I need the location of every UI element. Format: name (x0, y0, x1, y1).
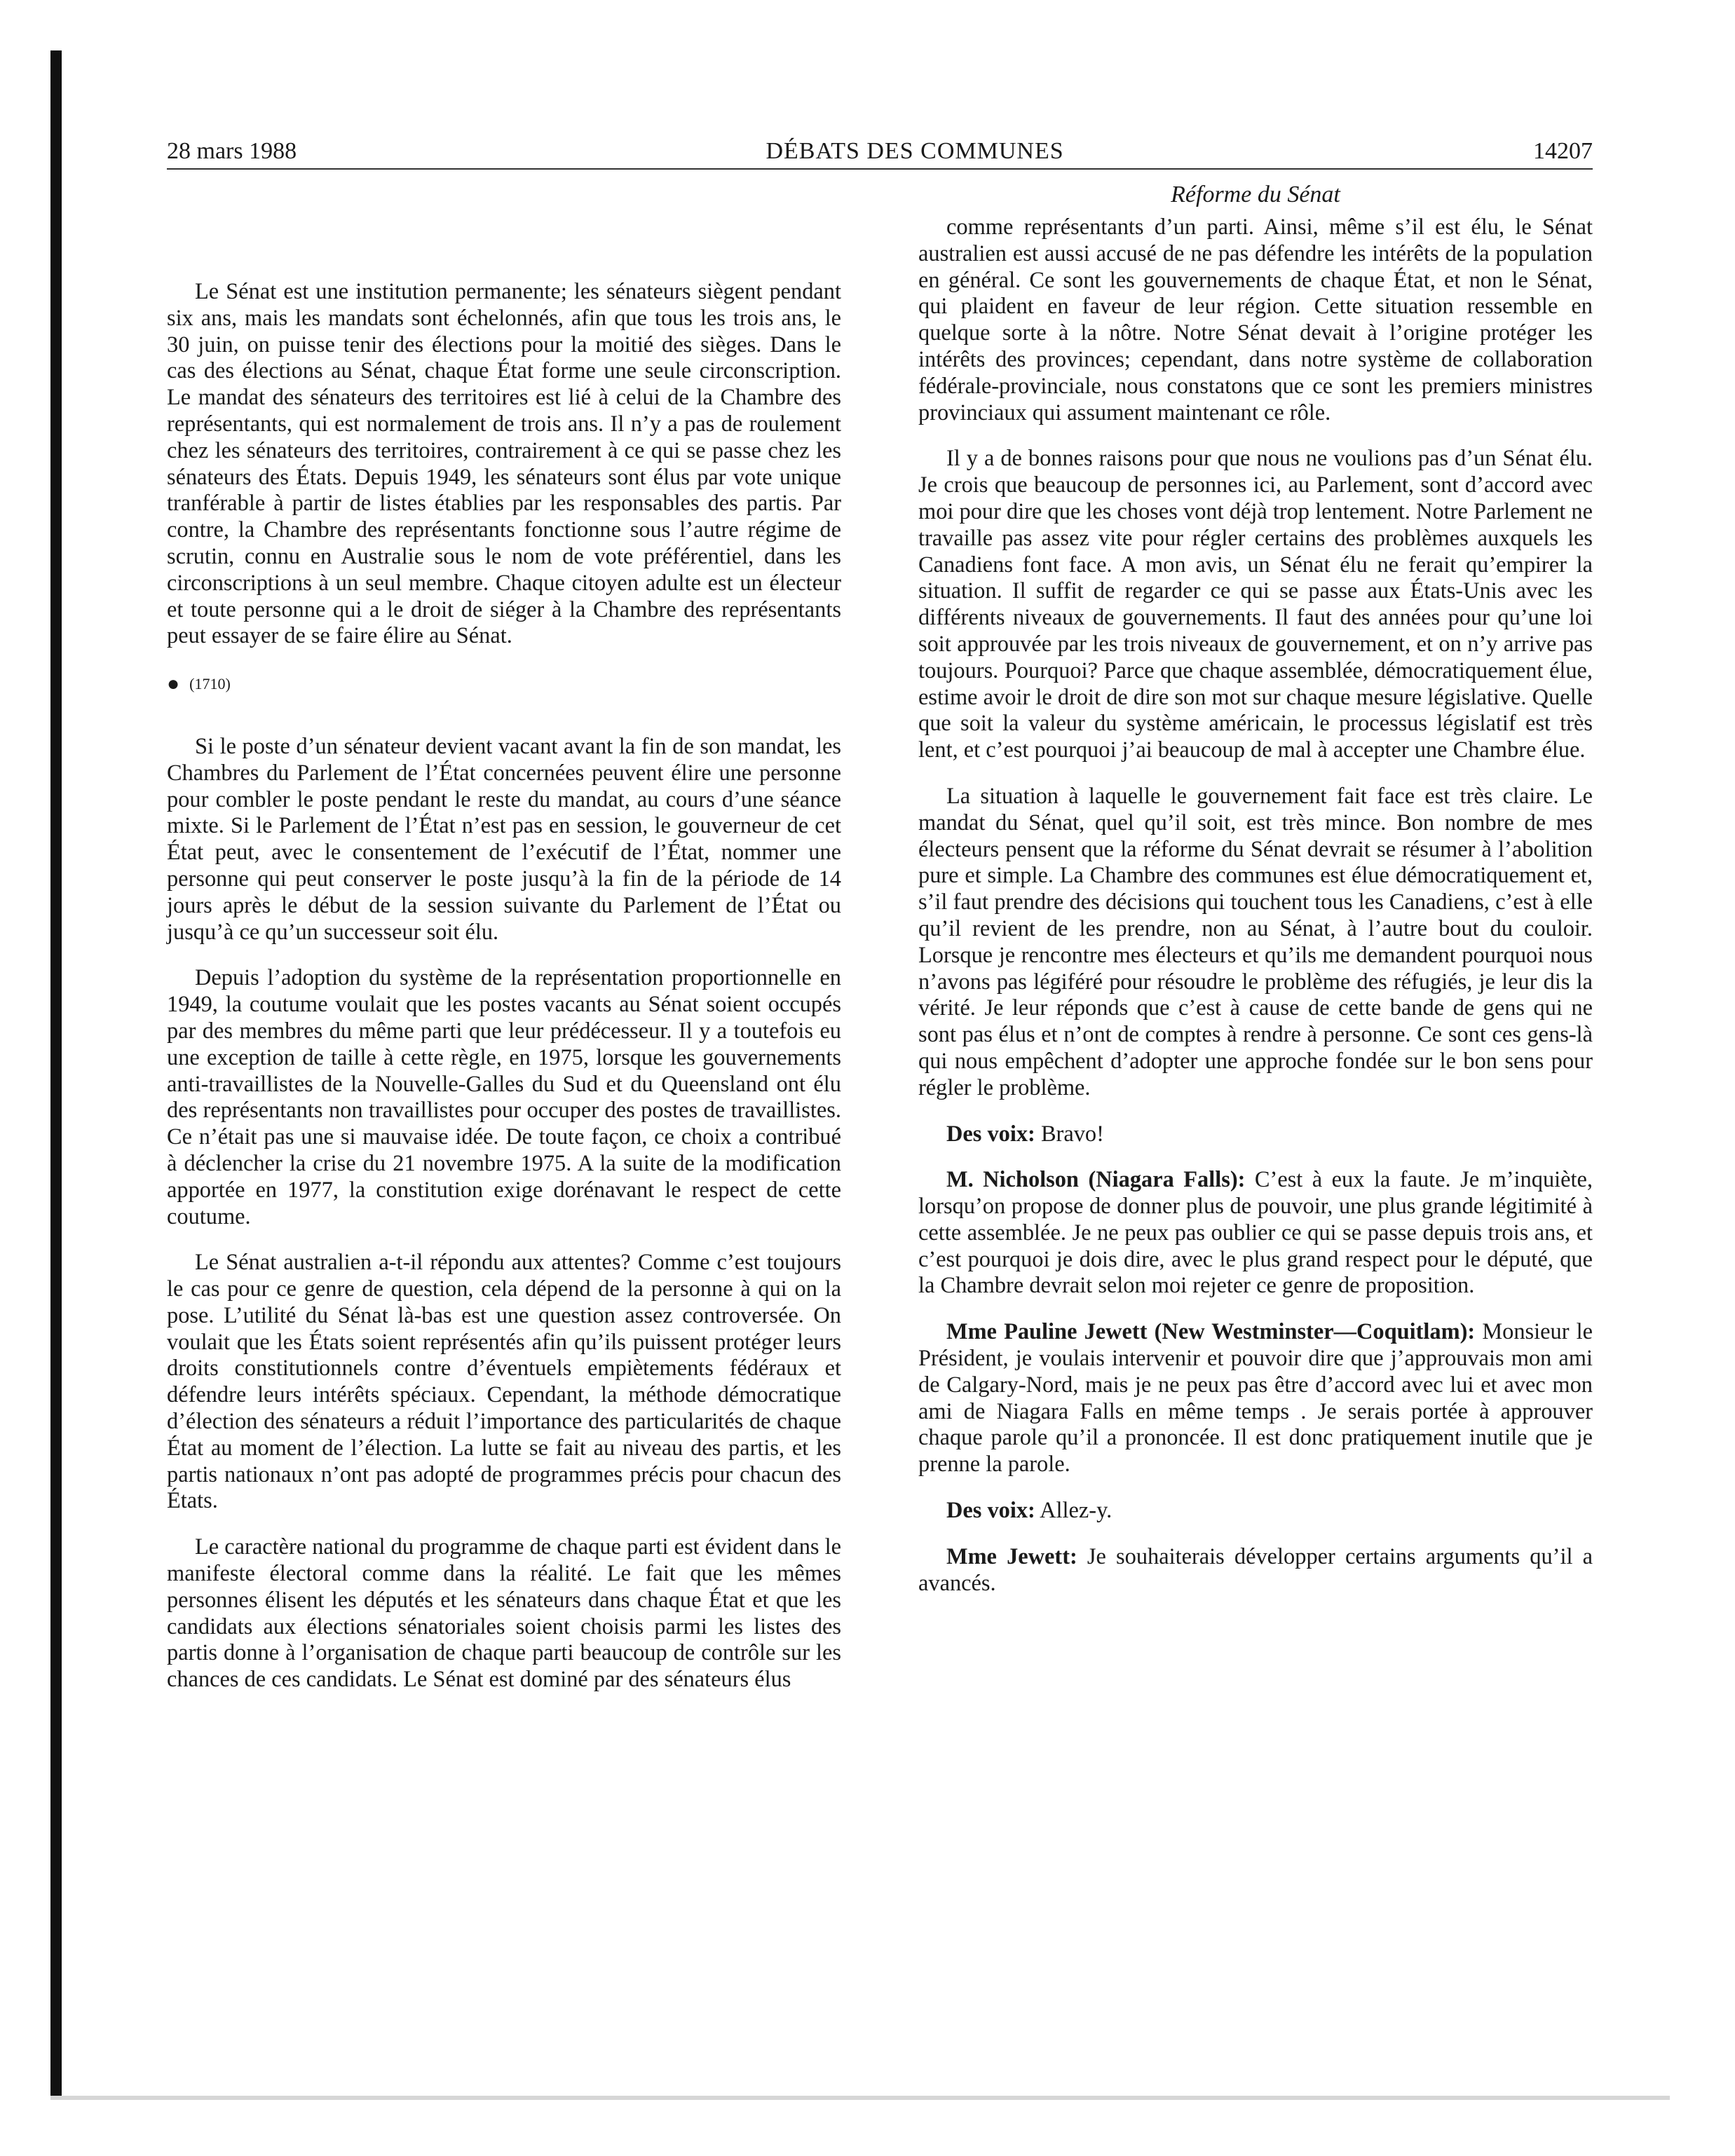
paragraph: Depuis l’adoption du système de la représentation proportionnelle en 1949, la coutume voulait que les postes vacants au Sénat soient occupés par des membres du même parti que leur prédécesseur. Il y a toutefois eu une exception de taille à cette règle, en 1975, lorsque les gouvernements anti-travaillistes de la Nouvelle-Galles du Sud et du Queensland ont élu des représentants non travaillistes pour occuper des postes de travaillistes. Ce n’était pas une si mauvaise idée. De toute façon, ce choix a contribué à déclencher la crise du 21 novembre 1975. A la suite de la modification apportée en 1977, la constitution exige dorénavant le respect de cette coutume. (167, 965, 841, 1229)
header-date: 28 mars 1988 (167, 138, 297, 164)
timestamp-marker (167, 671, 841, 697)
speech-entry (918, 1319, 1593, 1478)
timestamp: (1710) (189, 675, 231, 693)
speech-entry (918, 1121, 1593, 1148)
speech-entry (918, 1498, 1593, 1524)
speech-text: Monsieur le Président, je voulais intervenir et pouvoir dire que j’approuvais mon ami de Calgary-Nord, mais je ne peux pas être d’accord avec lui et avec mon ami de Niagara Falls en même temps . Je serais portée à approuver chaque parole qu’il a prononcée. Il est donc pratiquement inutile que je prenne la parole. (918, 1319, 1593, 1478)
speaker-name: Des voix: (946, 1498, 1035, 1524)
speaker-name: Mme Jewett: (946, 1543, 1077, 1569)
speech-text: Allez-y. (1035, 1498, 1113, 1524)
speech-text: Je souhaiterais développer certains arguments qu’il a avancés. (918, 1543, 1593, 1596)
bullet-icon: ● (167, 672, 180, 696)
speech-entry (918, 1167, 1593, 1299)
section-title: Réforme du Sénat (1171, 182, 1340, 207)
speaker-name: Mme Pauline Jewett (New Westminster—Coquitlam): (946, 1319, 1476, 1345)
paragraph: Il y a de bonnes raisons pour que nous ne voulions pas d’un Sénat élu. Je crois que beaucoup de personnes ici, au Parlement, sont d’accord avec moi pour dire que les choses vont déjà trop lentement. Notre Parlement ne travaille pas assez vite pour régler certains des problèmes auxquels les Canadiens font face. A mon avis, un Sénat élu ne ferait qu’empirer la situation. Il suffit de regarder ce qui se passe aux États-Unis avec les différents niveaux de gouvernements. Il faut des années pour qu’une loi soit approuvée par les trois niveaux de gouvernement, et on n’y arrive pas toujours. Pourquoi? Parce que chaque assemblée, démocratiquement élue, estime avoir le droit de dire son mot sur chaque mesure législative. Quelle que soit la valeur du système américain, le processus législatif est très lent, et c’est pourquoi j’ai beaucoup de mal à accepter une Chambre élue. (918, 446, 1593, 763)
paragraph: Le Sénat est une institution permanente; les sénateurs siègent pendant six ans, mais les mandats sont échelonnés, afin que tous les trois ans, le 30 juin, on puisse tenir des élections pour la moitié des sièges. Dans le cas des élections au Sénat, chaque État forme une seule circonscription. Le mandat des sénateurs des territoires est lié à celui de la Chambre des représentants, qui est normalement de trois ans. Il n’y a pas de roulement chez les sénateurs des territoires, contrairement à ce qui se passe chez les sénateurs des États. Depuis 1949, les sénateurs sont élus par vote unique tranférable à partir de listes établies par les responsables des partis. Par contre, la Chambre des représentants fonctionne sous l’autre régime de scrutin, connu en Australie sous le nom de vote préférentiel, dans les circonscriptions à un seul membre. Chaque citoyen adulte est un électeur et toute personne qui a le droit de siéger à la Chambre des représentants peut essayer de se faire élire au Sénat. (167, 279, 841, 649)
paragraph: Le Sénat australien a-t-il répondu aux attentes? Comme c’est toujours le cas pour ce genre de question, cela dépend de la personne à qui on la pose. L’utilité du Sénat là-bas est une question assez controversée. On voulait que les États soient représentés afin qu’ils puissent protéger leurs droits constitutionnels contre d’éventuels empiètements fédéraux et défendre leurs intérêts spéciaux. Cependant, la méthode démocratique d’élection des sénateurs a réduit l’importance des particularités de chaque État au moment de l’élection. La lutte se fait au niveau des partis, et les partis nationaux n’ont pas adopté de programmes précis pour chacun des États. (167, 1250, 841, 1514)
paragraph: Le caractère national du programme de chaque parti est évident dans le manifeste électoral comme dans la réalité. Le fait que les mêmes personnes élisent les députés et les sénateurs dans chaque État et que les candidats aux élections sénatoriales soient choisis parmi les listes des partis donne à l’organisation de chaque parti beaucoup de contrôle sur les chances de ces candidats. Le Sénat est dominé par des sénateurs élus (167, 1534, 841, 1693)
scan-edge (50, 50, 62, 2099)
right-column (918, 181, 1593, 1713)
speaker-name: M. Nicholson (Niagara Falls): (946, 1167, 1246, 1193)
paragraph: comme représentants d’un parti. Ainsi, même s’il est élu, le Sénat australien est aussi accusé de ne pas défendre les intérêts de la population en général. Ce sont les gouvernements de chaque État, et non le Sénat, qui plaident en faveur de leur région. Cette situation ressemble en quelque sorte à la nôtre. Notre Sénat devait à l’origine protéger les intérêts des provinces; cependant, dans notre système de collaboration fédérale-provinciale, nous constatons que ce sont les premiers ministres provinciaux qui assument maintenant ce rôle. (918, 214, 1593, 425)
paragraph: La situation à laquelle le gouvernement fait face est très claire. Le mandat du Sénat, quel qu’il soit, est très mince. Bon nombre de mes électeurs pensent que la réforme du Sénat devrait se résumer à l’abolition pure et simple. La Chambre des communes est élue démocratiquement et, s’il faut prendre des décisions qui touchent tous les Canadiens, c’est à elle qu’il revient de les prendre, non au Sénat, à l’autre bout du couloir. Lorsque je rencontre mes électeurs et qu’ils me demandent pourquoi nous n’avons pas légiféré pour résoudre le problème des réfugiés, je leur dis la vérité. Je leur réponds que c’est à cause de cette bande de gens qui ne sont pas élus et n’ont de comptes à rendre à personne. Ce sont ces gens-là qui nous empêchent d’adopter une approche fondée sur le bon sens pour régler le problème. (918, 783, 1593, 1100)
document-page (167, 137, 1593, 1713)
header-publication: DÉBATS DES COMMUNES (766, 138, 1064, 164)
text-columns (167, 181, 1593, 1713)
running-header (167, 137, 1593, 170)
speech-text: Bravo! (1035, 1121, 1104, 1147)
speech-text: C’est à eux la faute. Je m’inquiète, lorsqu’on propose de donner plus de pouvoir, une plus grande légitimité à cette assemblée. Je ne peux pas oublier ce qui se passe depuis trois ans, et c’est pourquoi je dois dire, avec le plus grand respect pour le député, que la Chambre devrait selon moi rejeter ce genre de proposition. (918, 1167, 1593, 1299)
speaker-name: Des voix: (946, 1121, 1035, 1147)
header-page-number: 14207 (1533, 138, 1593, 164)
left-column (167, 181, 841, 1713)
speech-entry (918, 1544, 1593, 1597)
paragraph: Si le poste d’un sénateur devient vacant avant la fin de son mandat, les Chambres du Parlement de l’État concernées peuvent élire une personne pour combler le poste pendant le reste du mandat, au cours d’une séance mixte. Si le Parlement de l’État n’est pas en session, le gouverneur de cet État peut, avec le consentement de l’exécutif de l’État, nommer une personne qui peut conserver le poste jusqu’à la fin de la période de 14 jours après le début de la session suivante du Parlement de l’État ou jusqu’à ce qu’un successeur soit élu. (167, 733, 841, 945)
scan-edge-bottom (50, 2096, 1670, 2100)
